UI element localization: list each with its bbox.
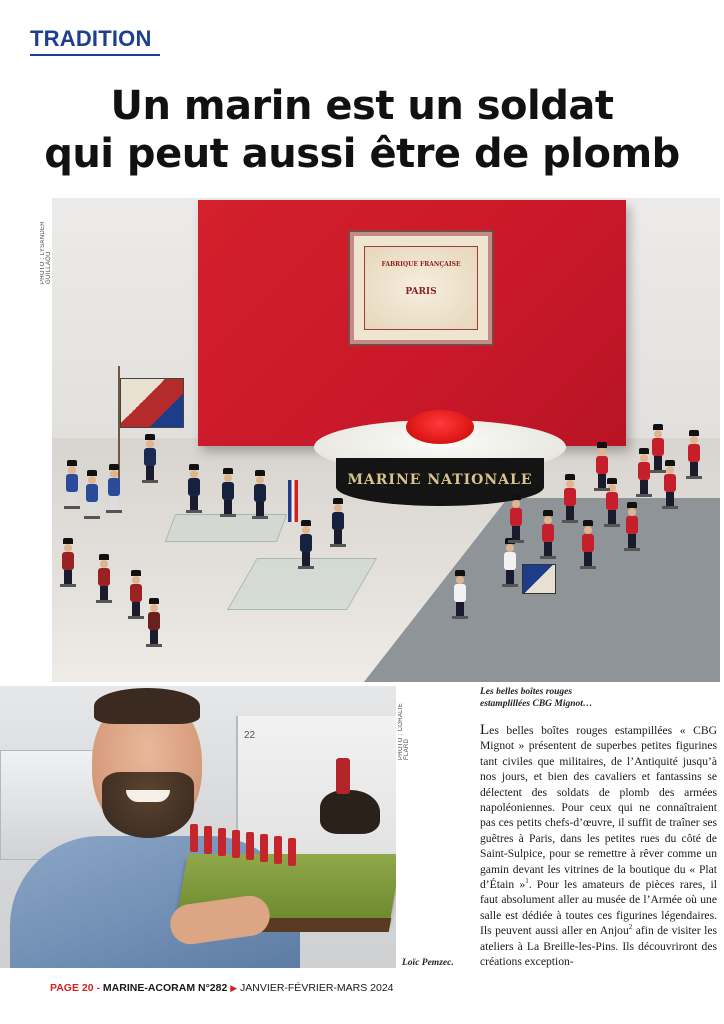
box-label (350, 232, 492, 344)
figurine (652, 424, 664, 473)
figurine (582, 520, 594, 569)
main-photo (52, 198, 720, 682)
footnote-ref-1: 1 (525, 877, 529, 886)
redcoat-figurine (274, 836, 282, 864)
redcoat-figurine (218, 828, 226, 856)
redcoat-figurine (260, 834, 268, 862)
figurine (86, 470, 98, 519)
headline-line-1: Un marin est un soldat (110, 83, 614, 129)
figurine (66, 460, 78, 509)
article-text-1: es belles boîtes rouges estampillées « CBG Mignot » présentent de superbes petites figurines tant civiles que militaires, de l’Antiquité jusqu’à nos jours, et bien des cavaliers et fantassins se délectent des soldats de plomb des armées napoléoniennes. Pour ceux qui ne connaîtraient pas ces petits chefs-d’œuvre, il suffit de traîner ses guêtres à Paris, dans les petites rues du côté de Saint-Sulpice, pour se remettre à rêver comme un gamin devant les vitrines de la boutique du « Plat d’Étain » (480, 724, 717, 892)
tricolor-flag (288, 480, 298, 522)
page-footer (50, 982, 394, 994)
flag (120, 378, 184, 428)
headline (0, 82, 724, 178)
figurine (144, 434, 156, 483)
photo-credit-main: PHOTO : LYSANDER GUILLAOU (40, 221, 52, 284)
arrow-icon: ▶ (230, 983, 238, 993)
figurine (148, 598, 160, 647)
figurine (542, 510, 554, 559)
figurine (98, 554, 110, 603)
article-text-2: . Pour les amateurs de pièces rares, il faut absolument aller au musée de l’Armée où une salle est dédiée à toutes ces figurines légendaires. Ils peuvent aussi aller en Anjou (480, 878, 718, 938)
man-smile (126, 790, 170, 802)
cap-pompon (406, 410, 474, 444)
cap-ribbon-text: MARINE NATIONALE (347, 472, 533, 488)
redcoat-figurine (232, 830, 240, 858)
box-caption (480, 686, 680, 710)
footer-separator: - (93, 982, 103, 994)
figurine (510, 494, 522, 543)
box-label-top-text: FABRIQUE FRANÇAISE (381, 261, 461, 268)
showcase-number: 22 (244, 730, 256, 741)
section-tag: TRADITION (30, 26, 160, 56)
redcoat-figurine (190, 824, 198, 852)
magazine-issue: MARINE-ACORAM N°282 (102, 982, 228, 994)
rider-figurine (336, 758, 350, 794)
article-body (480, 723, 717, 970)
man-hair (94, 688, 200, 724)
box-caption-line-2: estamplillées CBG Mignot… (480, 699, 593, 709)
figurine (188, 464, 200, 513)
figurine (130, 570, 142, 619)
figurine (454, 570, 466, 619)
box-caption-line-1: Les belles boîtes rouges (480, 687, 573, 697)
figurine (504, 538, 516, 587)
figurine (108, 464, 120, 513)
headline-line-2: qui peut aussi être de plomb (44, 131, 680, 177)
box-label-inner (364, 246, 478, 330)
horse-figurine (320, 790, 380, 834)
figurine (254, 470, 266, 519)
footnote-ref-2: 2 (628, 923, 633, 932)
photo-credit-portrait: PHOTO : CORALIE FLARD (398, 702, 410, 760)
redcoat-figurine (288, 838, 296, 866)
figurine (638, 448, 650, 497)
band-flag (522, 564, 556, 594)
figurine (62, 538, 74, 587)
issue-date: JANVIER-FÉVRIER-MARS 2024 (237, 982, 394, 994)
figurine (688, 430, 700, 479)
article-text-3: afin de visiter les ateliers à La Breille-les-Pins. Ils découvriront des créations exception- (480, 924, 718, 969)
figurine (564, 474, 576, 523)
man-beard (102, 772, 194, 838)
portrait-caption: Loïc Pemzec. (402, 958, 454, 968)
box-label-city: PARIS (405, 287, 437, 297)
page-number: PAGE 20 (50, 982, 94, 994)
dropcap: L (480, 722, 490, 738)
figurine (664, 460, 676, 509)
sailor-cap (314, 410, 566, 510)
figurine (332, 498, 344, 547)
glass-base-1 (165, 514, 287, 542)
redcoat-figurine (204, 826, 212, 854)
figurine (222, 468, 234, 517)
figurine (300, 520, 312, 569)
figurine (626, 502, 638, 551)
figurine (596, 442, 608, 491)
redcoat-figurine (246, 832, 254, 860)
portrait-photo (0, 686, 396, 968)
